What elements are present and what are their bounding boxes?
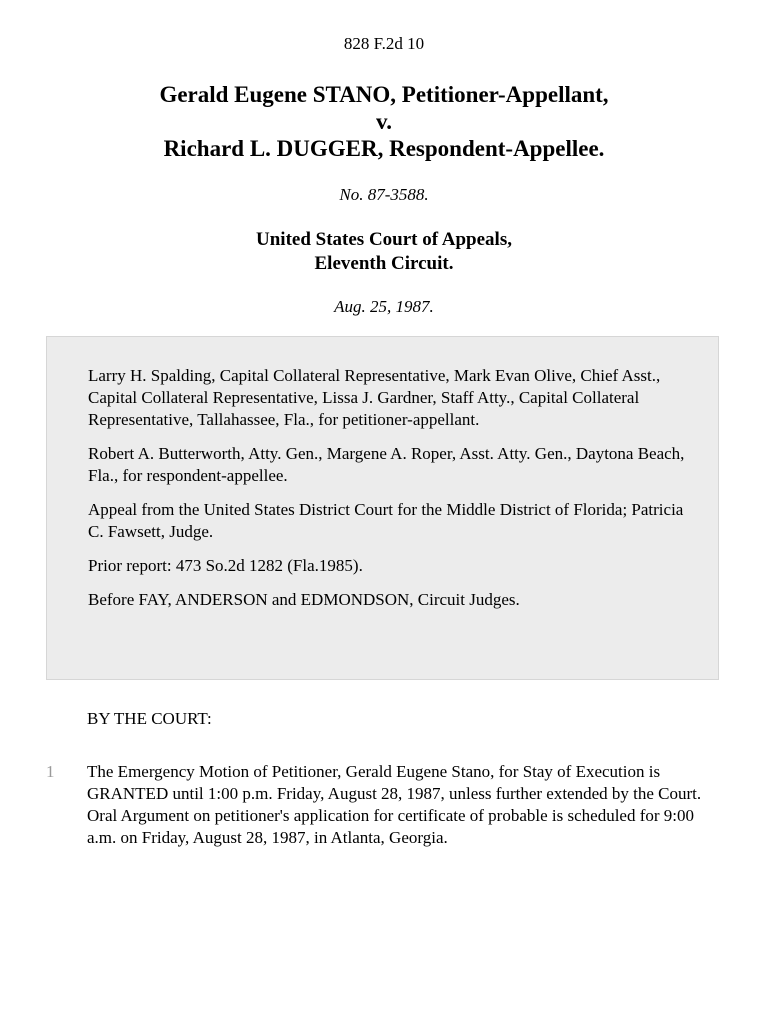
court-name-line2: Eleventh Circuit. — [314, 253, 454, 274]
docket-number: No. 87-3588. — [339, 185, 429, 204]
petitioner-counsel: Larry H. Spalding, Capital Collateral Representative, Mark Evan Olive, Chief Asst., Capital Collateral Representative, Lissa J. Gardner, Staff Atty., Capital Collateral Representative, Tallahassee, Fla., for petitioner-appellant. — [88, 366, 661, 429]
court-name-line1: United States Court of Appeals, — [256, 229, 512, 250]
court-name — [0, 228, 768, 276]
reporter-citation: 828 F.2d 10 — [343, 34, 425, 53]
opinion-paragraph: The Emergency Motion of Petitioner, Gerald Eugene Stano, for Stay of Execution is GRANTED until 1:00 p.m. Friday, August 28, 1987, unless further extended by the Court. Oral Argument on petitioner's application for certificate of probable is scheduled for 9:00 a.m. on Friday, August 28, 1987, in Atlanta, Georgia. — [87, 762, 702, 847]
counsel-info-box — [46, 336, 719, 680]
appeal-from: Appeal from the United States District Court for the Middle District of Florida; Patricia C. Fawsett, Judge. — [88, 500, 684, 541]
respondent-counsel: Robert A. Butterworth, Atty. Gen., Margene A. Roper, Asst. Atty. Gen., Daytona Beach, Fla., for respondent-appellee. — [88, 444, 685, 485]
decision-date: Aug. 25, 1987. — [334, 297, 434, 316]
prior-report: Prior report: 473 So.2d 1282 (Fla.1985). — [88, 556, 363, 575]
case-caption — [0, 81, 768, 162]
paragraph-number: 1 — [46, 762, 55, 781]
caption-versus: v. — [376, 109, 392, 134]
counsel-info-content — [88, 365, 688, 623]
opinion-heading: BY THE COURT: — [87, 709, 212, 728]
caption-respondent: Richard L. DUGGER, Respondent-Appellee. — [163, 136, 605, 161]
judges-panel: Before FAY, ANDERSON and EDMONDSON, Circuit Judges. — [88, 590, 520, 609]
caption-petitioner: Gerald Eugene STANO, Petitioner-Appellant, — [159, 82, 609, 107]
